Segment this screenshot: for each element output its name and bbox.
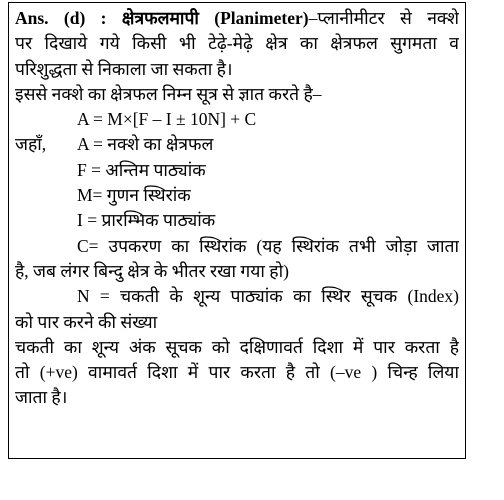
- definition-n-line-1: N = चकती के शून्य पाठ्यांक का स्थिर सूचक (Index): [77, 286, 459, 307]
- where-label: जहाँ,: [15, 134, 47, 155]
- definition-a: A = नक्शे का क्षेत्रफल: [77, 134, 214, 155]
- definition-c-line-1: C= उपकरण का स्थिरांक (यह स्थिरांक तभी जोड़ा जाता: [77, 235, 459, 256]
- answer-heading-line: [15, 6, 459, 31]
- closing-line-1: चकती का शून्य अंक सूचक को दक्षिणावर्त दिशा में पार करता है: [15, 336, 459, 357]
- formula: A = M×[F – I ± 10N] + C: [77, 109, 257, 130]
- answer-label: Ans. (d) :: [15, 8, 107, 28]
- definition-f: F = अन्तिम पाठ्यांक: [77, 159, 206, 180]
- definition-m: M= गुणन स्थिरांक: [77, 185, 191, 206]
- answer-term: क्षेत्रफलमापी (Planimeter): [121, 8, 309, 28]
- intro-line-1: पर दिखाये गये किसी भी टेढ़े-मेढ़े क्षेत्र का क्षेत्रफल सुगमता व: [15, 33, 459, 54]
- answer-lead: –प्लानीमीटर से नक्शे: [308, 8, 459, 28]
- definition-n-line-2: को पार करने की संख्या: [15, 311, 158, 332]
- closing-line-3: जाता है।: [15, 387, 68, 408]
- definition-c-line-2: है, जब लंगर बिन्दु क्षेत्र के भीतर रखा गया हो): [15, 260, 289, 281]
- intro-line-3: इससे नक्शे का क्षेत्रफल निम्न सूत्र से ज्ञात करते है–: [15, 83, 322, 104]
- intro-line-2: परिशुद्धता से निकाला जा सकता है।: [15, 58, 233, 79]
- closing-line-2: तो (+ve) वामावर्त दिशा में पार करता है तो (–ve ) चिन्ह लिया: [15, 362, 459, 383]
- answer-box: [8, 2, 466, 459]
- definition-a-line: [15, 132, 459, 157]
- definition-i: I = प्रारम्भिक पाठ्यांक: [77, 210, 216, 231]
